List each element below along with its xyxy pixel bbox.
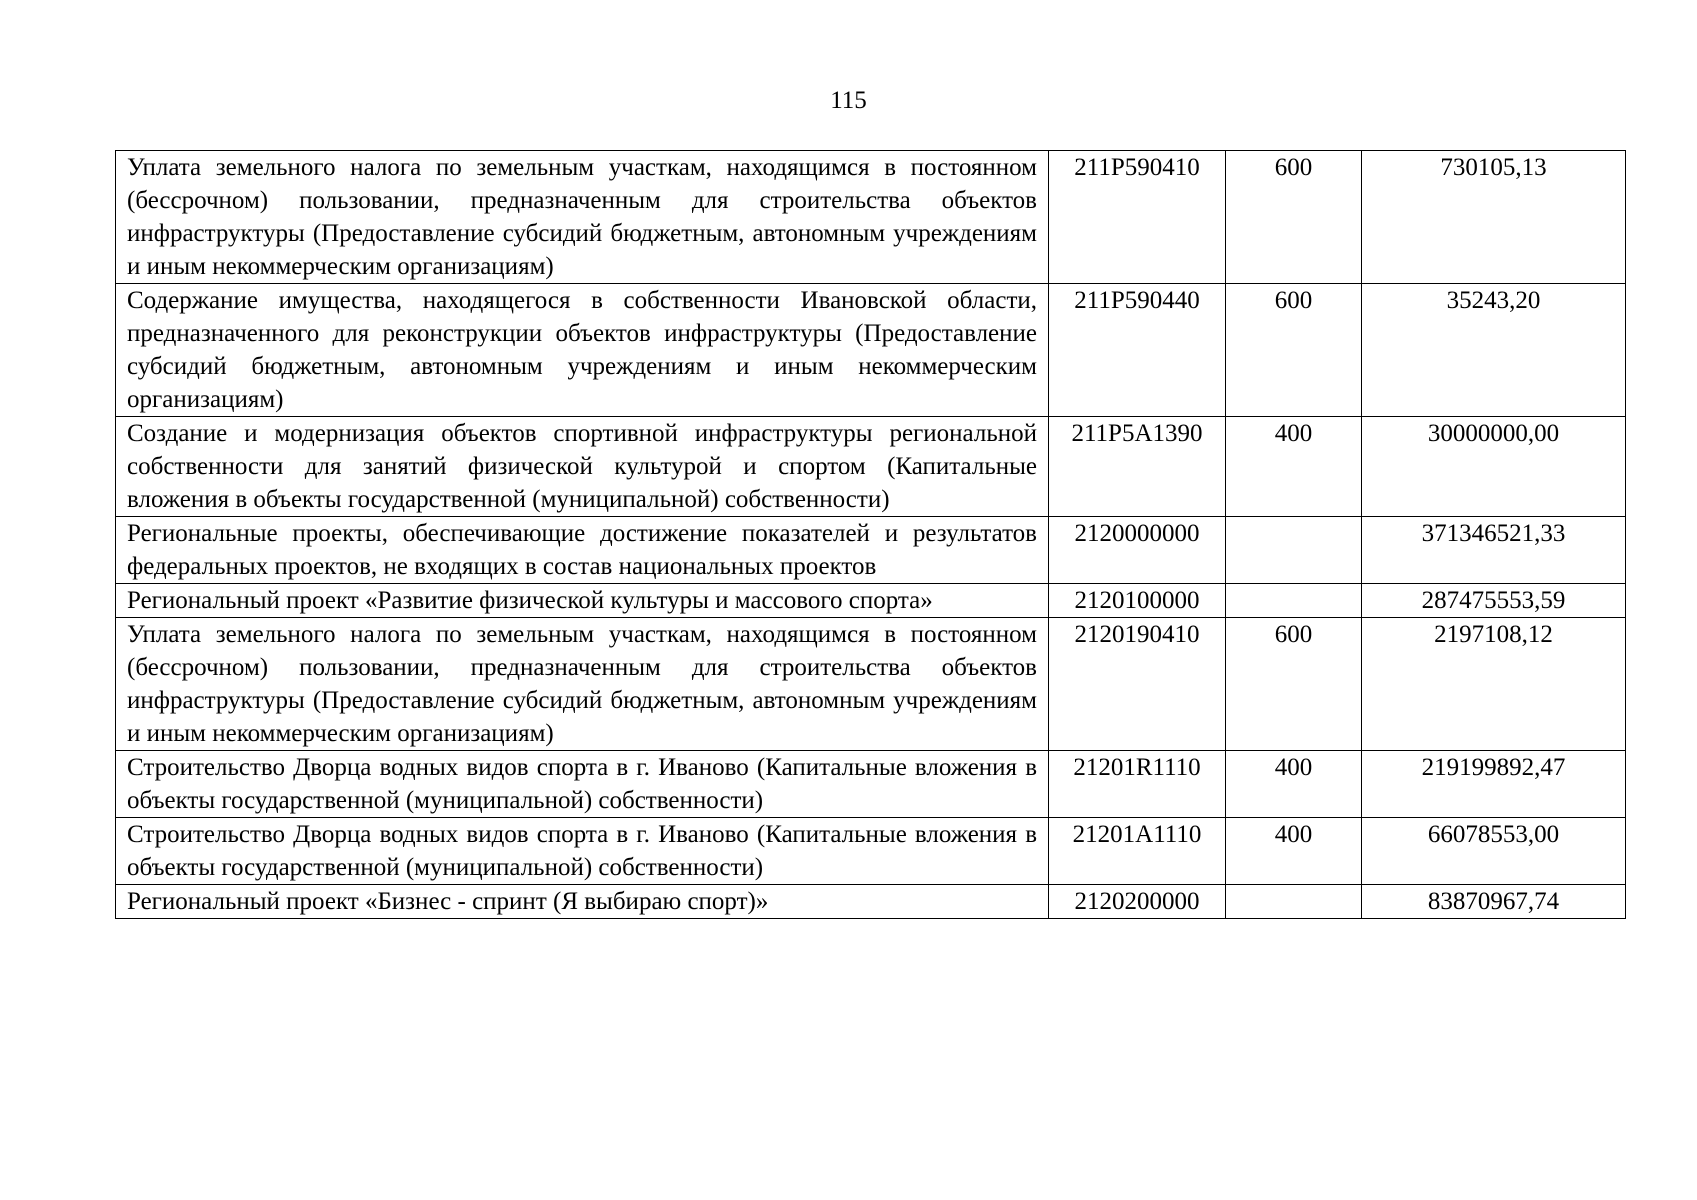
row-expense-type: [1226, 584, 1362, 618]
row-description: Уплата земельного налога по земельным участкам, находящимся в постоянном (бессрочном) пользовании, предназначенным для строительства объектов инфраструктуры (Предоставление субсидий бюджетным, автономным учреждениям и иным некоммерческим организациям): [116, 151, 1049, 284]
row-target-code: 21201А1110: [1049, 818, 1226, 885]
table-row: [116, 751, 1626, 818]
row-target-code: 211P590410: [1049, 151, 1226, 284]
row-expense-type: 400: [1226, 818, 1362, 885]
row-amount: 2197108,12: [1362, 618, 1626, 751]
table-row: [116, 885, 1626, 919]
row-expense-type: [1226, 885, 1362, 919]
row-amount: 35243,20: [1362, 284, 1626, 417]
row-amount: 287475553,59: [1362, 584, 1626, 618]
table-row: [116, 517, 1626, 584]
row-expense-type: 600: [1226, 618, 1362, 751]
table-row: [116, 618, 1626, 751]
row-amount: 371346521,33: [1362, 517, 1626, 584]
row-target-code: 2120100000: [1049, 584, 1226, 618]
row-description: Региональные проекты, обеспечивающие достижение показателей и результатов федеральных проектов, не входящих в состав национальных проектов: [116, 517, 1049, 584]
page-number: 115: [830, 87, 867, 114]
row-description: Строительство Дворца водных видов спорта в г. Иваново (Капитальные вложения в объекты государственной (муниципальной) собственности): [116, 751, 1049, 818]
row-expense-type: 600: [1226, 284, 1362, 417]
row-expense-type: [1226, 517, 1362, 584]
row-description: Строительство Дворца водных видов спорта в г. Иваново (Капитальные вложения в объекты государственной (муниципальной) собственности): [116, 818, 1049, 885]
row-target-code: 2120200000: [1049, 885, 1226, 919]
row-expense-type: 400: [1226, 751, 1362, 818]
table-row: [116, 284, 1626, 417]
row-description: Уплата земельного налога по земельным участкам, находящимся в постоянном (бессрочном) пользовании, предназначенным для строительства объектов инфраструктуры (Предоставление субсидий бюджетным, автономным учреждениям и иным некоммерческим организациям): [116, 618, 1049, 751]
row-amount: 30000000,00: [1362, 417, 1626, 517]
row-description: Содержание имущества, находящегося в собственности Ивановской области, предназначенного для реконструкции объектов инфраструктуры (Предоставление субсидий бюджетным, автономным учреждениям и иным некоммерческим организациям): [116, 284, 1049, 417]
row-target-code: 2120190410: [1049, 618, 1226, 751]
row-target-code: 211P5A1390: [1049, 417, 1226, 517]
budget-table: [115, 150, 1626, 919]
row-target-code: 211P590440: [1049, 284, 1226, 417]
row-description: Региональный проект «Развитие физической культуры и массового спорта»: [116, 584, 1049, 618]
row-amount: 66078553,00: [1362, 818, 1626, 885]
row-description: Региональный проект «Бизнес - спринт (Я выбираю спорт)»: [116, 885, 1049, 919]
row-description: Создание и модернизация объектов спортивной инфраструктуры региональной собственности для занятий физической культурой и спортом (Капитальные вложения в объекты государственной (муниципальной) собственности): [116, 417, 1049, 517]
row-expense-type: 400: [1226, 417, 1362, 517]
row-amount: 730105,13: [1362, 151, 1626, 284]
table-row: [116, 417, 1626, 517]
table-row: [116, 584, 1626, 618]
table-row: [116, 151, 1626, 284]
row-amount: 83870967,74: [1362, 885, 1626, 919]
row-target-code: 21201R1110: [1049, 751, 1226, 818]
row-target-code: 2120000000: [1049, 517, 1226, 584]
row-amount: 219199892,47: [1362, 751, 1626, 818]
row-expense-type: 600: [1226, 151, 1362, 284]
table-row: [116, 818, 1626, 885]
